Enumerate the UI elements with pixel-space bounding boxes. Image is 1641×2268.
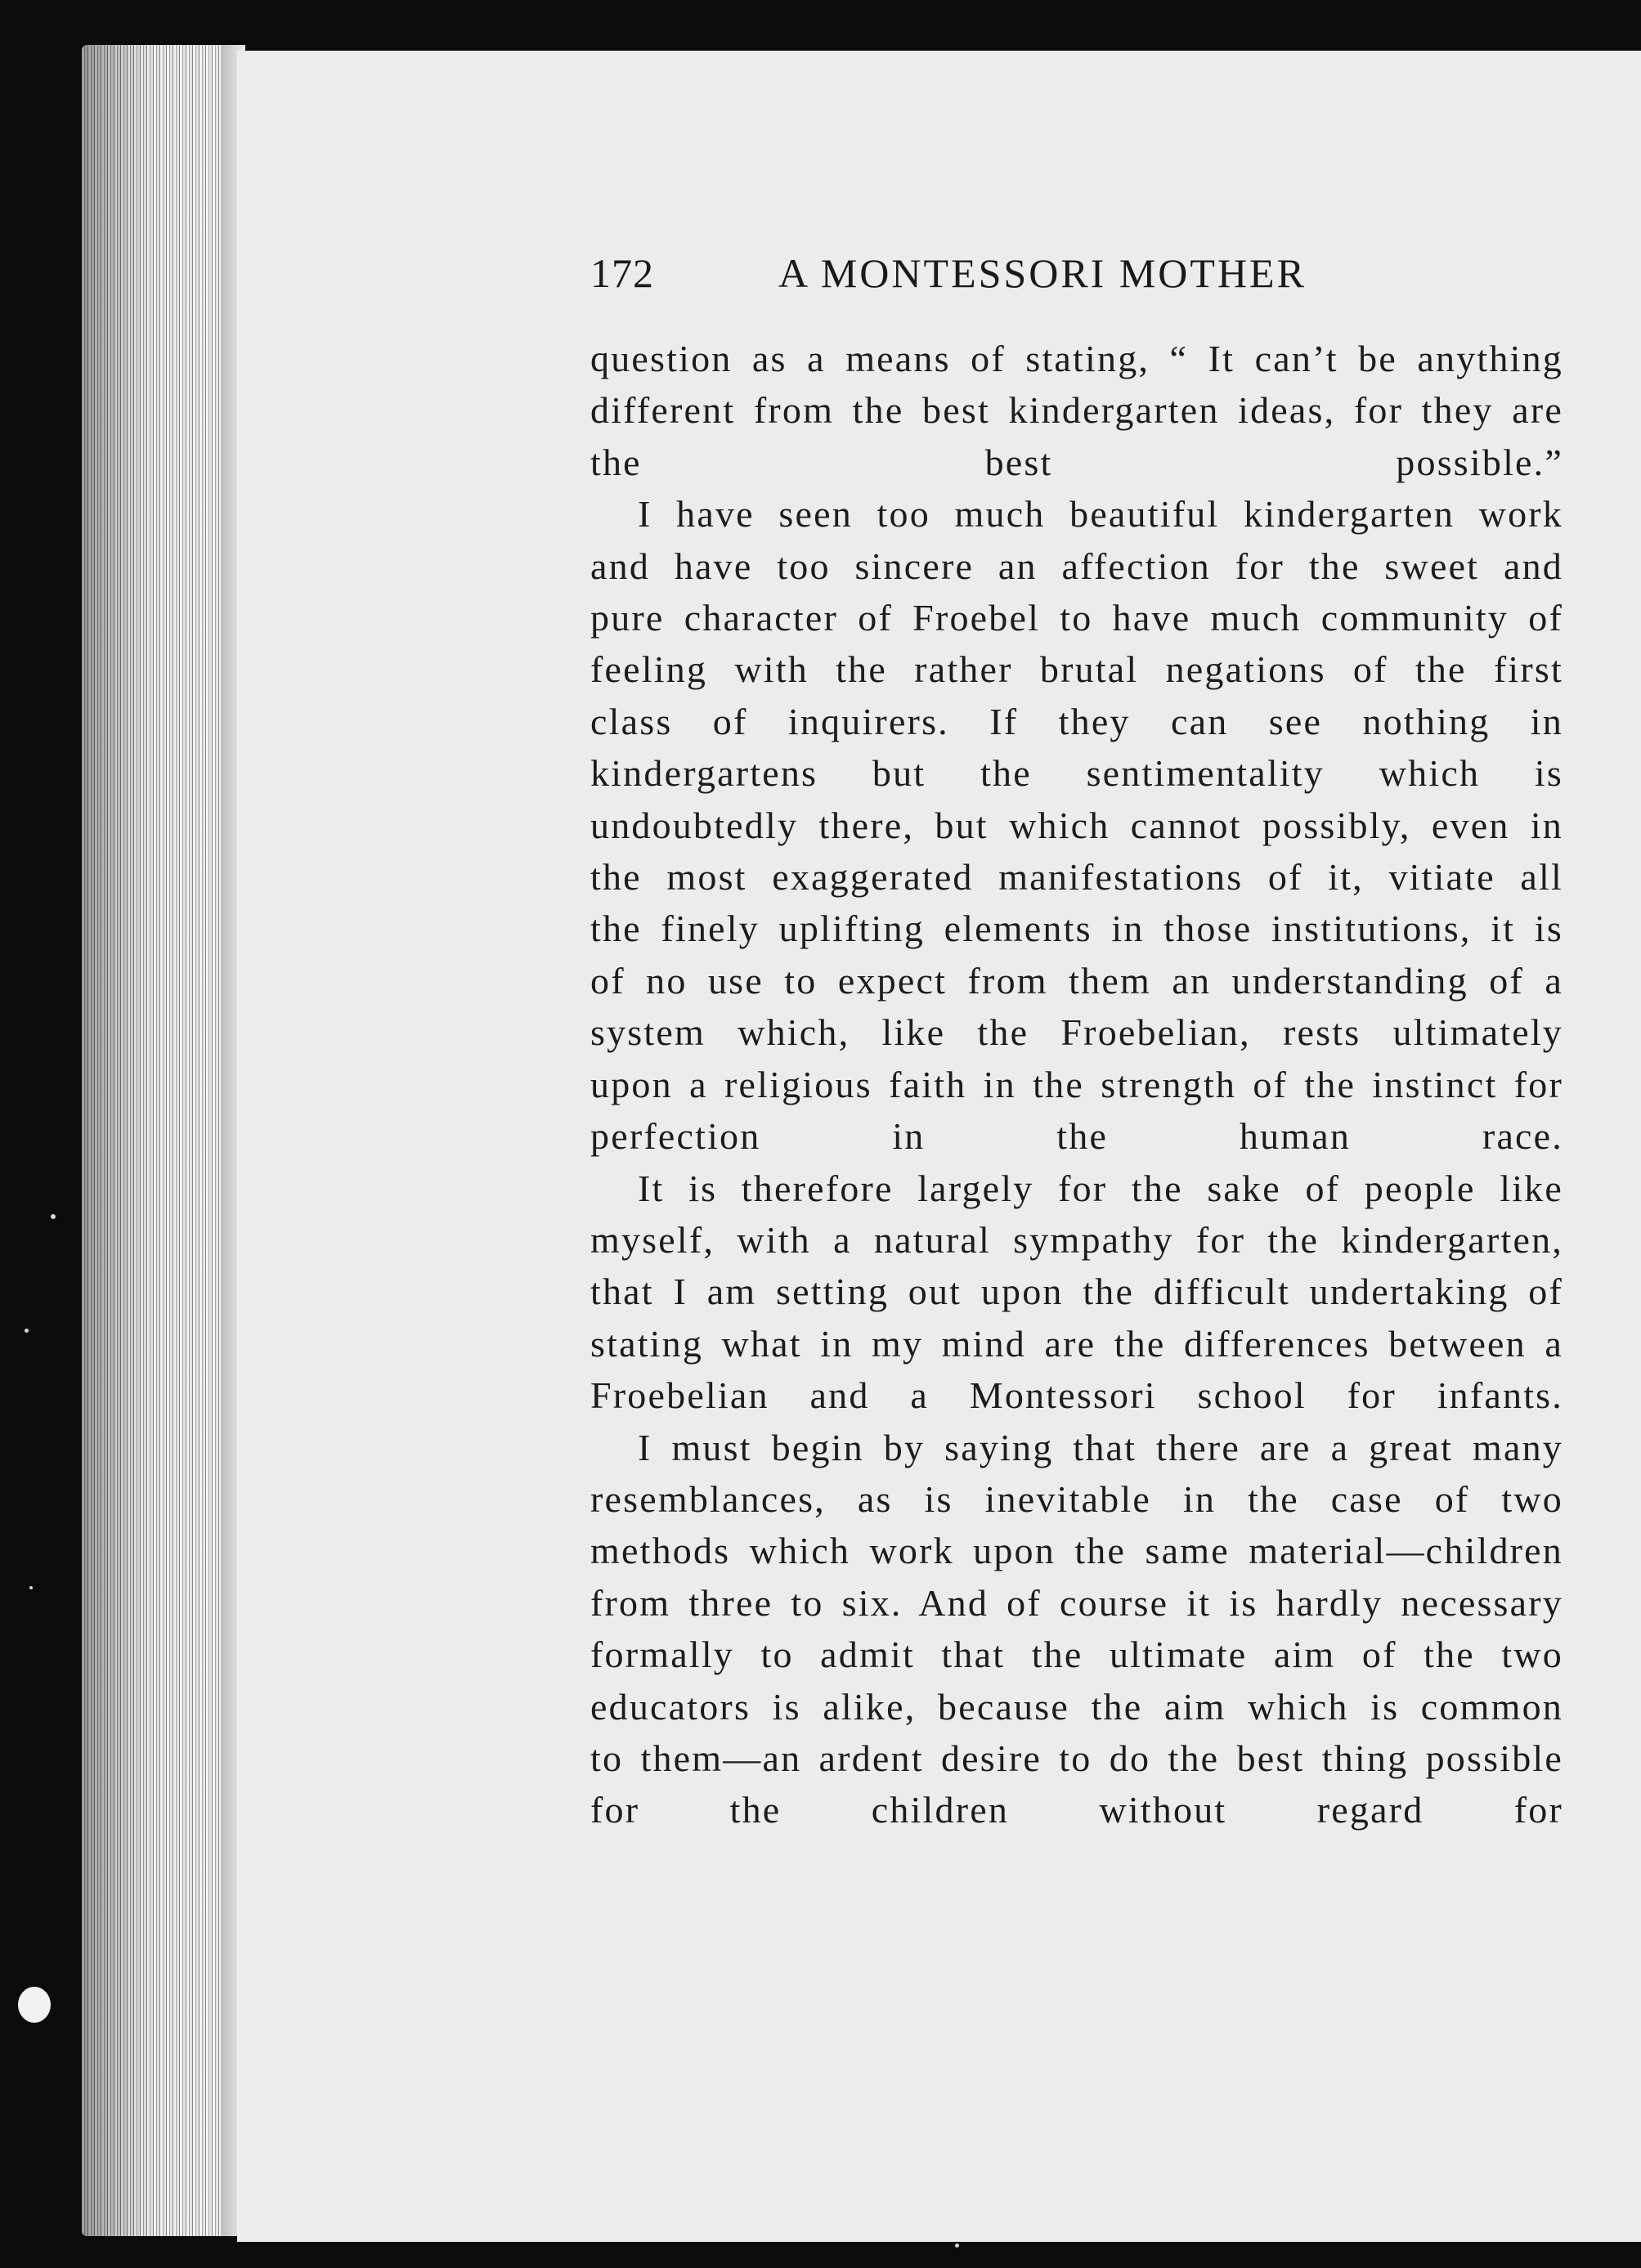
book-page: [237, 51, 1641, 2242]
body-text: [590, 333, 1563, 1836]
paragraph: I must begin by saying that there are a great many resemblances, as is inevitable in the case of two methods which work upon the same material—children from three to six. And of course it is hardly necessary formally to admit that the ultimate aim of the two educators is alike, because the aim which is common to them—an ardent desire to do the best thing possible for the children without regard for: [590, 1426, 1563, 1831]
dust-speck: [29, 1586, 33, 1589]
paragraph: question as a means of stating, “ It can’t be anything different from the best kindergarten ideas, for they are the best possible.”: [590, 338, 1563, 483]
dust-speck: [51, 1214, 56, 1219]
dust-speck: [25, 1329, 29, 1333]
book-title: A MONTESSORI MOTHER: [778, 250, 1307, 296]
book-page-edges: [82, 45, 237, 2236]
page-number: 172: [590, 250, 654, 296]
dust-speck: [18, 1987, 51, 2023]
paragraph: It is therefore largely for the sake of people like myself, with a natural sympathy for the kindergarten, that I am setting out upon the difficult undertaking of stating what in my mind are the differences between a Froebelian and a Montessori school for infants.: [590, 1167, 1563, 1417]
running-head: [590, 249, 1375, 307]
paragraph: I have seen too much beautiful kindergarten work and have too sincere an affection for the sweet and pure character of Froebel to have much community of feeling with the rather brutal negations of the first class of inquirers. If they can see nothing in kindergartens but the sentimentality which is undoubtedly there, but which cannot possibly, even in the most exaggerated manifestations of it, vitiate all the finely uplifting elements in those institutions, it is of no use to expect from them an understanding of a system which, like the Froebelian, rests ultimately upon a religious faith in the strength of the instinct for perfection in the human race.: [590, 493, 1563, 1158]
dust-speck: [955, 2243, 959, 2248]
